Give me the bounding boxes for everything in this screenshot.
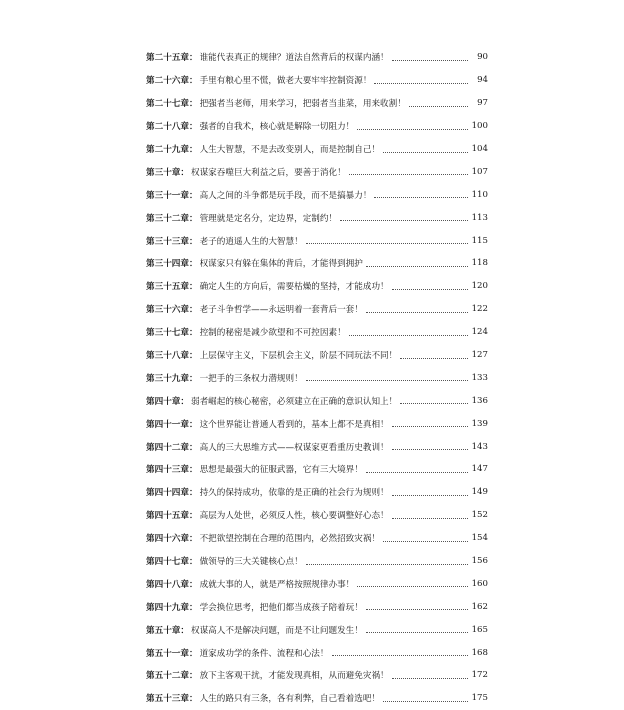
chapter-title: 强者的自我术，核心就是解除一切阻力！ bbox=[199, 122, 355, 133]
chapter-title: 控制的秘密是减少欲望和不可控因素！ bbox=[199, 328, 346, 339]
page-number: 97 bbox=[477, 98, 488, 109]
chapter-label: 第三十二章： bbox=[146, 213, 198, 224]
chapter-label: 第四十八章： bbox=[146, 579, 198, 590]
chapter-title: 权谋家只有躲在集体的背后，才能得到拥护 bbox=[199, 259, 363, 270]
chapter-label: 第三十八章： bbox=[146, 351, 198, 362]
chapter-title: 确定人生的方向后，需要枯燥的坚持，才能成功！ bbox=[199, 282, 389, 293]
page-number: 104 bbox=[471, 144, 488, 154]
page-number: 120 bbox=[471, 281, 488, 292]
page-number: 139 bbox=[471, 418, 488, 429]
page-number: 175 bbox=[471, 693, 488, 704]
page-number: 133 bbox=[471, 372, 488, 383]
chapter-label: 第四十二章： bbox=[146, 442, 198, 453]
chapter-label: 第四十章： bbox=[146, 396, 189, 407]
dot-leader bbox=[409, 106, 468, 107]
chapter-title: 老子斗争哲学——永远明着一套背后一套！ bbox=[199, 305, 363, 316]
chapter-label: 第三十章： bbox=[146, 167, 189, 178]
chapter-label: 第四十七章： bbox=[146, 557, 198, 568]
toc-entry bbox=[146, 641, 488, 664]
dot-leader bbox=[306, 564, 468, 565]
chapter-title: 放下主客观干扰，才能发现真相，从而避免灾祸！ bbox=[199, 671, 389, 682]
toc-entry bbox=[146, 572, 488, 595]
toc-entry bbox=[146, 481, 488, 504]
chapter-label: 第五十章： bbox=[146, 625, 189, 636]
chapter-title: 高层为人处世，必须反人性，核心要调整好心态！ bbox=[199, 511, 389, 522]
dot-leader bbox=[374, 83, 468, 84]
page-number: 90 bbox=[477, 52, 488, 63]
toc-entry bbox=[146, 115, 488, 138]
chapter-title: 老子的逍遥人生的大智慧！ bbox=[199, 236, 303, 247]
chapter-label: 第二十六章： bbox=[146, 76, 198, 87]
dot-leader bbox=[366, 472, 468, 473]
toc-entry bbox=[146, 160, 488, 183]
page-number: 107 bbox=[471, 166, 488, 177]
page-number: 118 bbox=[471, 258, 488, 269]
chapter-title: 权谋高人不是解决问题，而是不让问题发生！ bbox=[190, 625, 363, 636]
toc-entry bbox=[146, 46, 488, 69]
chapter-label: 第五十一章： bbox=[146, 648, 198, 659]
dot-leader bbox=[392, 449, 468, 450]
table-of-contents bbox=[146, 46, 488, 710]
toc-entry bbox=[146, 550, 488, 573]
dot-leader bbox=[366, 266, 468, 267]
toc-entry bbox=[146, 435, 488, 458]
page-number: 124 bbox=[471, 327, 488, 338]
chapter-title: 一把手的三条权力潜规则！ bbox=[199, 373, 303, 384]
dot-leader bbox=[349, 174, 468, 175]
page-number: 127 bbox=[471, 350, 488, 361]
dot-leader bbox=[392, 60, 468, 61]
page-number: 149 bbox=[471, 487, 488, 498]
toc-entry bbox=[146, 527, 488, 550]
toc-entry bbox=[146, 183, 488, 206]
toc-entry bbox=[146, 275, 488, 298]
chapter-label: 第五十二章： bbox=[146, 671, 198, 682]
page-number: 156 bbox=[471, 556, 488, 567]
dot-leader bbox=[383, 701, 468, 702]
chapter-label: 第五十三章： bbox=[146, 694, 198, 705]
toc-entry bbox=[146, 69, 488, 92]
chapter-label: 第三十九章： bbox=[146, 373, 198, 384]
chapter-title: 这个世界能让普通人看到的，基本上都不是真相！ bbox=[199, 419, 389, 430]
dot-leader bbox=[357, 586, 468, 587]
chapter-label: 第二十九章： bbox=[146, 145, 198, 155]
chapter-label: 第三十一章： bbox=[146, 190, 198, 201]
page-number: 152 bbox=[471, 510, 488, 521]
chapter-title: 弱者崛起的核心秘密，必须建立在正确的意识认知上！ bbox=[190, 396, 398, 407]
page-number: 110 bbox=[471, 189, 488, 200]
chapter-title: 做领导的三大关键核心点！ bbox=[199, 557, 303, 568]
dot-leader bbox=[392, 518, 468, 519]
chapter-label: 第四十五章： bbox=[146, 511, 198, 522]
toc-entry bbox=[146, 389, 488, 412]
chapter-title: 高人的三大思维方式——权谋家更看重历史教训！ bbox=[199, 442, 389, 453]
toc-entry bbox=[146, 344, 488, 367]
page-number: 165 bbox=[471, 624, 488, 635]
chapter-label: 第三十五章： bbox=[146, 282, 198, 293]
chapter-title: 道家成功学的条件、流程和心法！ bbox=[199, 648, 329, 659]
chapter-title: 持久的保持成功，依靠的是正确的社会行为规则！ bbox=[199, 488, 389, 499]
chapter-label: 第二十七章： bbox=[146, 99, 198, 110]
page-number: 154 bbox=[471, 533, 488, 544]
chapter-title: 谁能代表真正的规律？道法自然背后的权谋内涵！ bbox=[199, 53, 389, 64]
toc-entry bbox=[146, 138, 488, 161]
page-number: 122 bbox=[471, 304, 488, 315]
chapter-label: 第四十四章： bbox=[146, 488, 198, 499]
dot-leader bbox=[306, 243, 468, 244]
chapter-label: 第三十三章： bbox=[146, 236, 198, 247]
toc-entry bbox=[146, 92, 488, 115]
chapter-title: 思想是最强大的征服武器，它有三大境界！ bbox=[199, 465, 363, 476]
chapter-label: 第二十八章： bbox=[146, 122, 198, 133]
dot-leader bbox=[332, 655, 469, 656]
toc-entry bbox=[146, 206, 488, 229]
toc-entry bbox=[146, 366, 488, 389]
dot-leader bbox=[400, 403, 468, 404]
chapter-title: 人生大智慧，不是去改变别人，而是控制自己！ bbox=[199, 145, 381, 155]
page-number: 113 bbox=[471, 212, 488, 223]
page-number: 136 bbox=[471, 395, 488, 406]
dot-leader bbox=[340, 220, 468, 221]
toc-entry bbox=[146, 458, 488, 481]
chapter-label: 第四十九章： bbox=[146, 602, 198, 613]
dot-leader bbox=[306, 380, 468, 381]
chapter-label: 第二十五章： bbox=[146, 53, 198, 64]
page-number: 115 bbox=[471, 235, 488, 246]
page-number: 147 bbox=[471, 464, 488, 475]
dot-leader bbox=[392, 495, 468, 496]
chapter-label: 第三十七章： bbox=[146, 328, 198, 339]
page-number: 160 bbox=[471, 578, 488, 589]
chapter-label: 第三十六章： bbox=[146, 305, 198, 316]
dot-leader bbox=[383, 152, 468, 153]
dot-leader bbox=[366, 609, 468, 610]
chapter-title: 高人之间的斗争都是玩手段，而不是搞暴力！ bbox=[199, 190, 372, 201]
dot-leader bbox=[357, 129, 468, 130]
dot-leader bbox=[392, 426, 468, 427]
chapter-title: 上层保守主义，下层机会主义，阶层不同玩法不同！ bbox=[199, 351, 398, 362]
chapter-title: 学会换位思考，把他们都当成孩子陪着玩！ bbox=[199, 602, 363, 613]
chapter-title: 不把欲望控制在合理的范围内，必然招致灾祸！ bbox=[199, 534, 381, 545]
chapter-label: 第四十一章： bbox=[146, 419, 198, 430]
toc-entry bbox=[146, 298, 488, 321]
toc-entry bbox=[146, 504, 488, 527]
toc-entry bbox=[146, 618, 488, 641]
toc-entry bbox=[146, 252, 488, 275]
page-number: 172 bbox=[471, 670, 488, 681]
toc-entry bbox=[146, 595, 488, 618]
chapter-title: 成就大事的人，就是严格按照规律办事！ bbox=[199, 579, 355, 590]
dot-leader bbox=[392, 289, 468, 290]
chapter-title: 手里有粮心里不慌，做老大要牢牢控制资源！ bbox=[199, 76, 372, 87]
toc-entry bbox=[146, 412, 488, 435]
page-number: 94 bbox=[477, 75, 488, 86]
dot-leader bbox=[349, 335, 468, 336]
dot-leader bbox=[392, 678, 468, 679]
chapter-label: 第四十三章： bbox=[146, 465, 198, 476]
page-number: 143 bbox=[471, 441, 488, 452]
dot-leader bbox=[400, 358, 468, 359]
dot-leader bbox=[366, 312, 468, 313]
page-number: 100 bbox=[471, 121, 488, 132]
toc-entry bbox=[146, 687, 488, 710]
toc-entry bbox=[146, 321, 488, 344]
chapter-title: 人生的路只有三条，各有利弊，自己看着选吧！ bbox=[199, 694, 381, 705]
dot-leader bbox=[383, 541, 468, 542]
chapter-label: 第四十六章： bbox=[146, 534, 198, 545]
page-number: 162 bbox=[471, 601, 488, 612]
page-number: 168 bbox=[471, 647, 488, 658]
dot-leader bbox=[374, 197, 468, 198]
dot-leader bbox=[366, 632, 468, 633]
toc-entry bbox=[146, 664, 488, 687]
chapter-title: 管理就是定名分，定边界，定制约！ bbox=[199, 213, 338, 224]
chapter-title: 把强者当老师，用来学习，把弱者当韭菜，用来收割！ bbox=[199, 99, 406, 110]
chapter-label: 第三十四章： bbox=[146, 259, 198, 270]
toc-entry bbox=[146, 229, 488, 252]
chapter-title: 权谋家吞噬巨大利益之后，要善于消化！ bbox=[190, 167, 346, 178]
